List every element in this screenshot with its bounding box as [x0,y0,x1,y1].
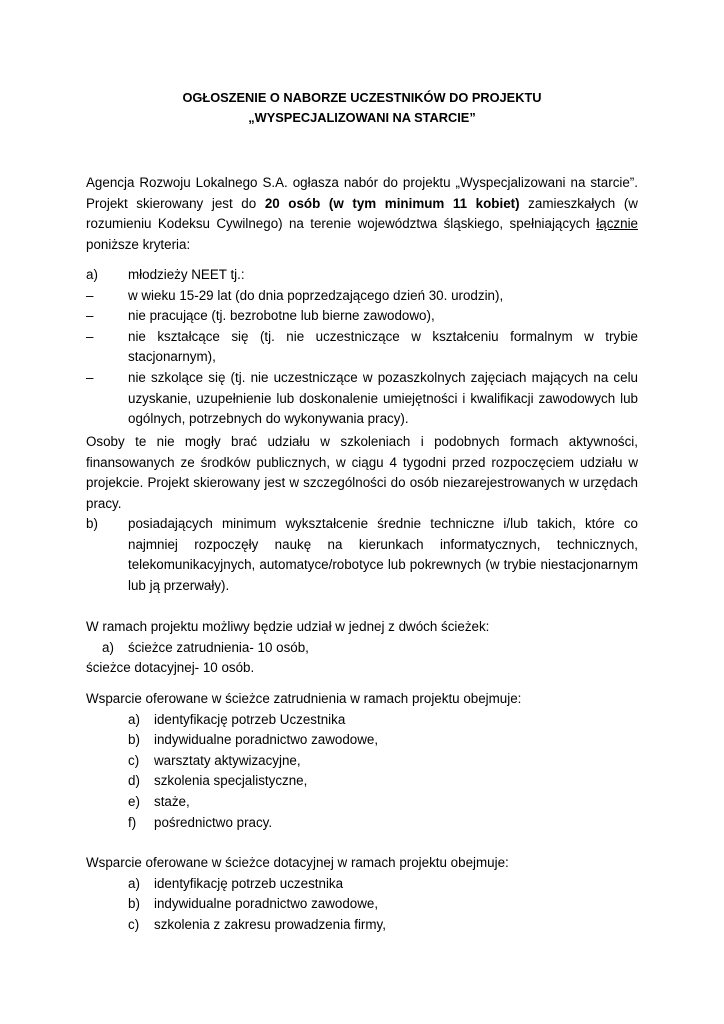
title-line-2: „WYSPECJALIZOWANI NA STARCIE” [248,110,476,125]
list-item [86,771,638,792]
list-item [86,894,638,915]
list-item [86,792,638,813]
intro-paragraph [86,173,638,255]
criterion-b-row [86,514,638,596]
dash-marker: – [86,308,94,324]
list-marker: a) [128,875,140,891]
dash-marker: – [86,328,94,344]
list-item-text: nie pracujące (tj. bezrobotne lub bierne zawodowo), [128,308,435,324]
dash-marker: – [86,287,94,303]
criteria-note: Osoby te nie mogły brać udziału w szkoleniach i podobnych formach aktywności, finansowanych ze środków publicznych, w ciągu 4 tygodni przed rozpoczęciem udziału w projekcie. Projekt skierowany jest w szczególności do osób niezarejestrowanych w urzędach pracy. [86,434,638,511]
paths-item-a [86,638,638,659]
criterion-b-text: posiadających minimum wykształcenie średnie techniczne i/lub takich, które co najmniej rozpoczęły naukę na kierunkach informatycznych, technicznych, telekomunikacyjnych, automatyce/robotyce lub pokrewnych (w trybie niestacjonarnym lub ją przerwały). [128,516,638,593]
employment-section [86,689,638,833]
list-item-text: pośrednictwo pracy. [154,814,273,830]
list-item [86,286,638,307]
criterion-a-row [86,265,638,286]
list-item [86,874,638,895]
page-title [0,88,724,128]
list-marker: a) [128,711,140,727]
list-item-text: nie szkolące się (tj. nie uczestniczące w pozaszkolnych zajęciach mających na celu uzyskanie, uzupełnienie lub doskonalenie umiejętności i kwalifikacji zawodowych lub ogólnych, potrzebnych do wykonywania pracy). [128,369,638,427]
list-marker: c) [128,752,140,768]
list-item-text: warsztaty aktywizacyjne, [154,752,301,768]
list-item-text: szkolenia z zakresu prowadzenia firmy, [154,916,386,932]
intro-text-1: Agencja Rozwoju Lokalnego S.A. ogłasza nabór do projektu „Wyspecjalizowani na starcie”. Projekt skierowany jest do [86,175,638,211]
list-item [86,813,638,834]
intro-text-2: zamieszkałych (w rozumieniu Kodeksu Cywilnego) na terenie województwa śląskiego, spełniających [86,195,638,232]
criterion-b-marker: b) [86,516,98,531]
list-item [86,730,638,751]
paths-item-second: ścieżce dotacyjnej- 10 osób. [86,660,255,676]
paths-section [86,617,638,679]
criterion-b [86,514,638,596]
employment-intro: Wsparcie oferowane w ścieżce zatrudnienia w ramach projektu obejmuje: [86,691,522,706]
list-marker: f) [128,814,137,830]
list-item [86,915,638,936]
list-marker: c) [128,916,140,932]
list-marker: e) [128,793,140,809]
grant-intro: Wsparcie oferowane w ścieżce dotacyjnej w ramach projektu obejmuje: [86,855,509,870]
list-marker: b) [128,732,140,748]
paths-intro: W ramach projektu możliwy będzie udział w jednej z dwóch ścieżek: [86,619,490,634]
criterion-a-label: młodzieży NEET tj.: [128,267,245,282]
list-item [86,368,638,430]
list-item-text: identyfikację potrzeb uczestnika [154,875,344,891]
list-item-text: identyfikację potrzeb Uczestnika [154,711,346,727]
paths-item-a-marker: a) [102,639,114,655]
criterion-a [86,265,638,430]
list-item-text: nie kształcące się (tj. nie uczestniczące w kształceniu formalnym w trybie stacjonarnym), [128,328,638,365]
list-item [86,306,638,327]
list-item-text: staże, [154,793,190,809]
paths-item-a-text: ścieżce zatrudnienia- 10 osób, [128,639,309,655]
intro-bold: 20 osób (w tym minimum 11 kobiet) [264,195,520,211]
grant-section [86,853,638,935]
list-marker: d) [128,773,140,789]
list-item-text: indywidualne poradnictwo zawodowe, [154,896,379,912]
dash-marker: – [86,369,94,385]
intro-text-3: poniższe kryteria: [86,236,191,252]
title-line-1: OGŁOSZENIE O NABORZE UCZESTNIKÓW DO PROJEKTU [182,90,542,105]
intro-underline: łącznie [596,216,638,232]
criterion-a-marker: a) [86,267,98,282]
list-item-text: w wieku 15-29 lat (do dnia poprzedzającego dzień 30. urodzin), [128,287,504,303]
list-item [86,710,638,731]
list-item-text: szkolenia specjalistyczne, [154,773,308,789]
list-item-text: indywidualne poradnictwo zawodowe, [154,732,379,748]
list-item [86,327,638,368]
list-marker: b) [128,896,140,912]
list-item [86,751,638,772]
